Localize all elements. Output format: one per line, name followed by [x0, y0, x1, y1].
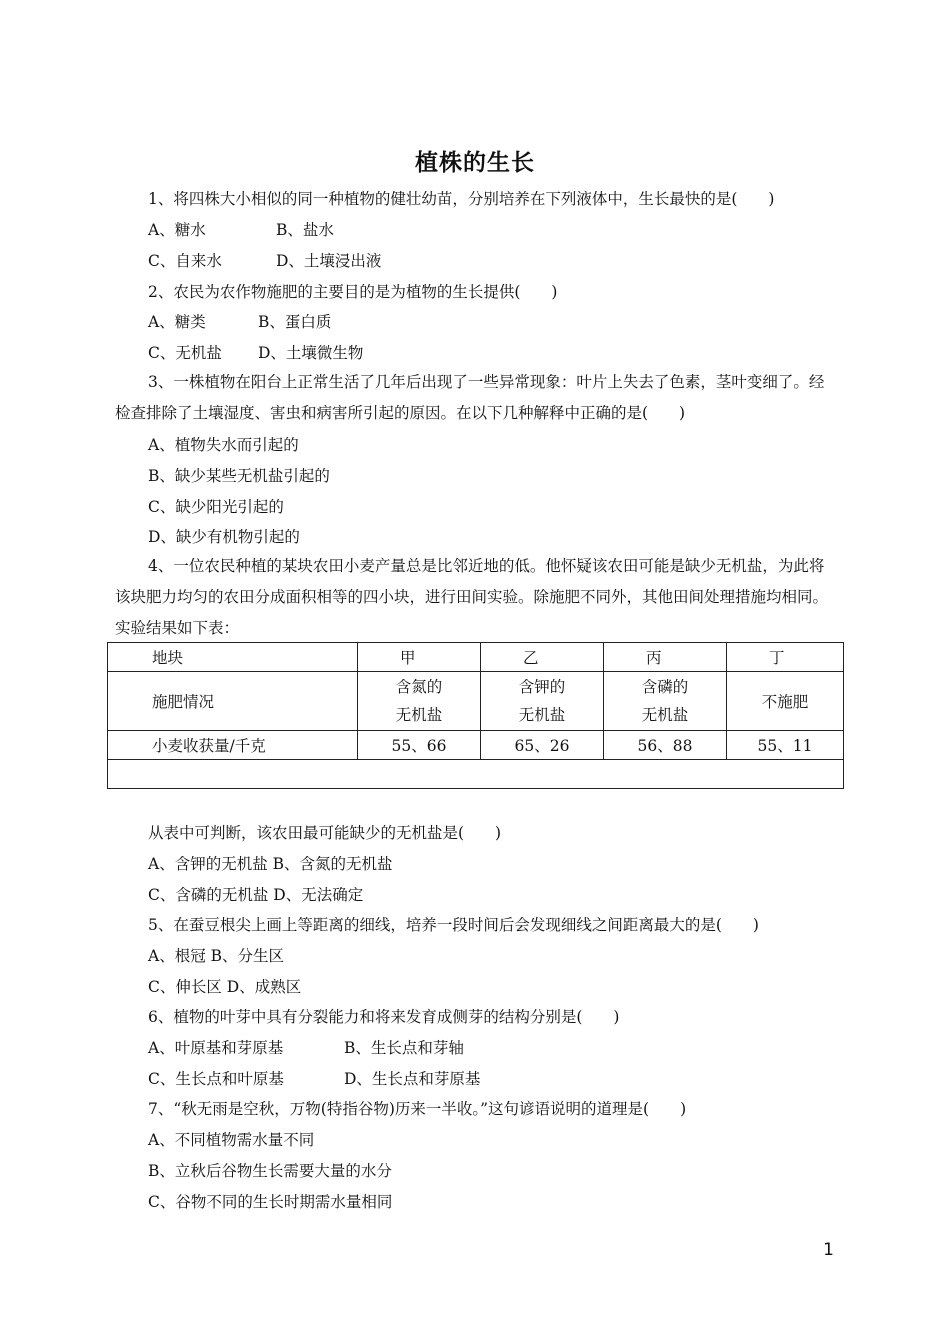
option-a: A、叶原基和芽原基: [148, 1039, 284, 1057]
question-7-option-a: A、不同植物需水量不同: [148, 1131, 315, 1149]
table-cell: 65、26: [481, 731, 604, 760]
question-7-option-c: C、谷物不同的生长时期需水量相同: [148, 1193, 393, 1211]
question-5-options-ab: A、根冠 B、分生区: [148, 947, 285, 965]
option-c: C、无机盐: [148, 344, 222, 362]
option-b: B、生长点和芽轴: [344, 1039, 464, 1057]
question-4-stem: 4、一位农民种植的某块农田小麦产量总是比邻近地的低。他怀疑该农田可能是缺少无机盐，为此将该块肥力均匀的农田分成面积相等的四小块，进行田间实验。除施肥不同外，其他田间处理措施均相同。实验结果如下表：: [115, 557, 829, 637]
option-b: B、盐水: [276, 221, 334, 239]
table-cell: 地块: [108, 643, 358, 672]
table-cell: 不施肥: [727, 672, 844, 731]
table-row: [108, 643, 844, 672]
option-c: C、生长点和叶原基: [148, 1070, 284, 1088]
table-cell: 55、66: [358, 731, 481, 760]
option-c: C、自来水: [148, 252, 222, 270]
question-3-option-a: A、植物失水而引起的: [148, 436, 299, 454]
question-3-option-c: C、缺少阳光引起的: [148, 498, 284, 516]
question-1-stem: 1、将四株大小相似的同一种植物的健壮幼苗，分别培养在下列液体中，生长最快的是( ): [148, 190, 775, 208]
page-number: 1: [823, 1240, 834, 1260]
question-6-options-cd: [148, 1068, 480, 1090]
table-cell: 丁: [727, 643, 844, 672]
table-cell: 甲: [358, 643, 481, 672]
question-3-option-d: D、缺少有机物引起的: [148, 528, 300, 546]
table-cell: 含磷的 无机盐: [604, 672, 727, 731]
question-1-options-cd: [148, 250, 381, 272]
question-4-options-ab: A、含钾的无机盐 B、含氮的无机盐: [148, 855, 393, 873]
question-2-stem: 2、农民为农作物施肥的主要目的是为植物的生长提供( ): [148, 283, 558, 301]
table-cell: 乙: [481, 643, 604, 672]
question-4-follow: 从表中可判断，该农田最可能缺少的无机盐是( ): [148, 824, 502, 842]
question-6-stem: 6、植物的叶芽中具有分裂能力和将来发育成侧芽的结构分别是( ): [148, 1008, 620, 1026]
question-2-options-ab: [148, 311, 331, 333]
table-row: [108, 731, 844, 760]
table-row: [108, 672, 844, 731]
question-2-options-cd: [148, 342, 363, 364]
question-7-stem: 7、“秋无雨是空秋，万物(特指谷物)历来一半收。”这句谚语说明的道理是( ): [148, 1100, 687, 1118]
option-b: B、蛋白质: [258, 313, 332, 331]
table-row: [108, 760, 844, 789]
table-cell: 小麦收获量/千克: [108, 731, 358, 760]
table-cell: 56、88: [604, 731, 727, 760]
question-3-option-b: B、缺少某些无机盐引起的: [148, 467, 330, 485]
question-3-stem: 3、一株植物在阳台上正常生活了几年后出现了一些异常现象：叶片上失去了色素，茎叶变细了。经检查排除了土壤湿度、害虫和病害所引起的原因。在以下几种解释中正确的是( ): [115, 373, 825, 422]
table-cell: 丙: [604, 643, 727, 672]
question-5-stem: 5、在蚕豆根尖上画上等距离的细线，培养一段时间后会发现细线之间距离最大的是( ): [148, 916, 759, 934]
option-d: D、土壤微生物: [258, 344, 364, 362]
experiment-table: [107, 642, 844, 789]
table-cell: 含钾的 无机盐: [481, 672, 604, 731]
question-6-options-ab: [148, 1037, 464, 1059]
table-cell: 含氮的 无机盐: [358, 672, 481, 731]
option-d: D、土壤浸出液: [276, 252, 382, 270]
table-cell: 55、11: [727, 731, 844, 760]
question-1-options-ab: [148, 219, 334, 241]
option-a: A、糖水: [148, 221, 206, 239]
question-5-options-cd: C、伸长区 D、成熟区: [148, 978, 302, 996]
table-cell-empty: [108, 760, 844, 789]
option-a: A、糖类: [148, 313, 206, 331]
question-7-option-b: B、立秋后谷物生长需要大量的水分: [148, 1162, 392, 1180]
page-title: 植株的生长: [415, 149, 535, 176]
question-4-options-cd: C、含磷的无机盐 D、无法确定: [148, 886, 364, 904]
option-d: D、生长点和芽原基: [344, 1070, 481, 1088]
table-cell: 施肥情况: [108, 672, 358, 731]
